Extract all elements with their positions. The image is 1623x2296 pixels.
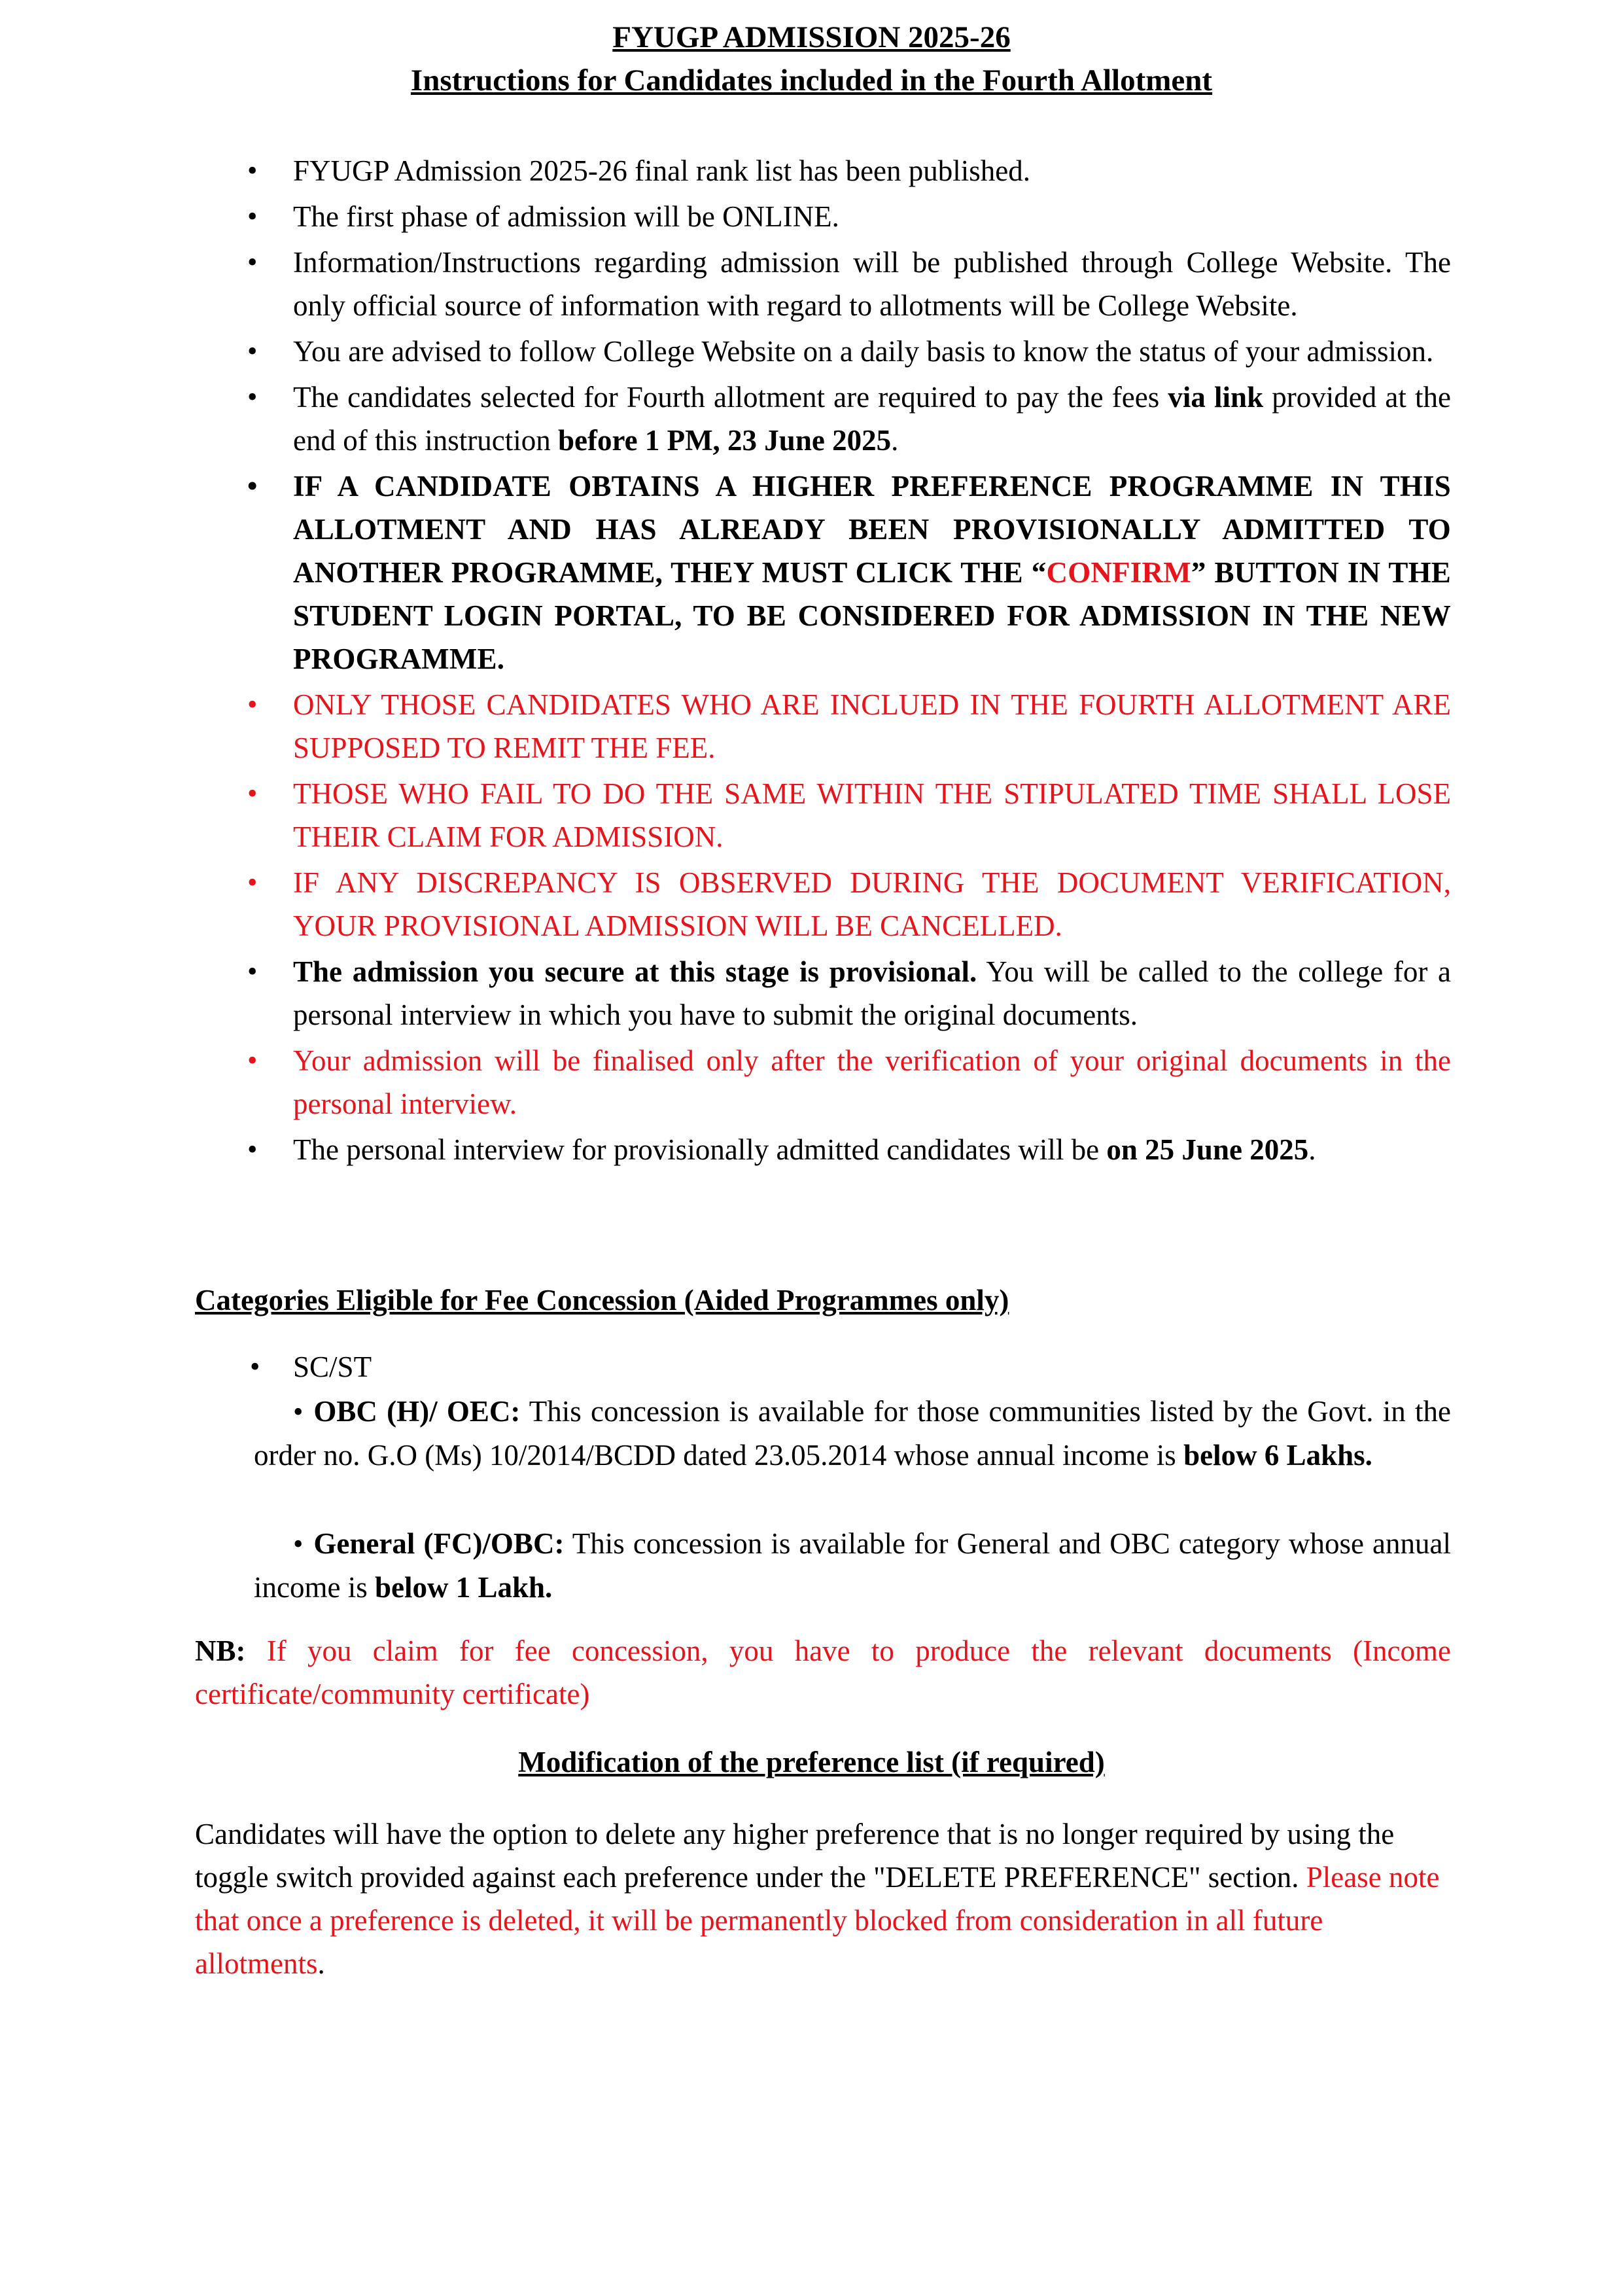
concession-heading: Categories Eligible for Fee Concession (Aided Programmes only)	[195, 1284, 1009, 1316]
modification-text: Candidates will have the option to delete any higher preference that is no longer required by using the toggle switch provided against each preference under the "DELETE PREFERENCE" section. Please note that once a preference is deleted, it will be permanently blocked from consideration in all future allotments.	[195, 1818, 1440, 1980]
instruction-item: • IF ANY DISCREPANCY IS OBSERVED DURING THE DOCUMENT VERIFICATION, YOUR PROVISIONAL ADMISSION WILL BE CANCELLED.	[293, 861, 1451, 947]
bullet-icon: •	[293, 1396, 304, 1428]
modification-heading: Modification of the preference list (if required)	[518, 1746, 1105, 1778]
instruction-item: • The admission you secure at this stage is provisional. You will be called to the college for a personal interview in which you have to submit the original documents.	[293, 950, 1451, 1036]
instruction-item: • You are advised to follow College Website on a daily basis to know the status of your admission.	[293, 330, 1451, 373]
instruction-item: • ONLY THOSE CANDIDATES WHO ARE INCLUED IN THE FOURTH ALLOTMENT ARE SUPPOSED TO REMIT THE FEE.	[293, 683, 1451, 769]
interview-date: on 25 June 2025	[1106, 1133, 1309, 1166]
concession-item-general-obc: • General (FC)/OBC: This concession is available for General and OBC category whose annual income is below 1 Lakh.	[254, 1527, 1451, 1604]
bullet-icon: •	[293, 1528, 304, 1560]
instruction-item: • The candidates selected for Fourth allotment are required to pay the fees via link provided at the end of this instruction before 1 PM, 23 June 2025.	[293, 376, 1451, 462]
fee-link-text: via link	[1168, 381, 1264, 414]
bullet-icon: •	[250, 1351, 260, 1383]
instruction-item: • The first phase of admission will be ONLINE.	[293, 195, 1451, 238]
document-title: FYUGP ADMISSION 2025-26	[612, 20, 1011, 54]
instruction-item: • FYUGP Admission 2025-26 final rank list has been published.	[293, 149, 1451, 192]
instruction-list	[293, 149, 1451, 1174]
instruction-item: • THOSE WHO FAIL TO DO THE SAME WITHIN THE STIPULATED TIME SHALL LOSE THEIR CLAIM FOR ADMISSION.	[293, 772, 1451, 858]
instruction-item: • The personal interview for provisionally admitted candidates will be on 25 June 2025.	[293, 1128, 1451, 1171]
nb-note: NB: If you claim for fee concession, you have to produce the relevant documents (Income certificate/community certificate)	[195, 1634, 1451, 1710]
instruction-item: • Your admission will be finalised only after the verification of your original documents in the personal interview.	[293, 1039, 1451, 1125]
concession-item-obc-oec: • OBC (H)/ OEC: This concession is available for those communities listed by the Govt. in the order no. G.O (Ms) 10/2014/BCDD dated 23.05.2014 whose annual income is below 6 Lakhs.	[254, 1395, 1451, 1472]
concession-item-scst: • SC/ST	[293, 1345, 1490, 1388]
fee-deadline: before 1 PM, 23 June 2025	[557, 424, 892, 457]
confirm-keyword: CONFIRM	[1046, 556, 1191, 589]
document-subtitle: Instructions for Candidates included in the Fourth Allotment	[410, 63, 1213, 97]
instruction-item: • Information/Instructions regarding admission will be published through College Website. The only official source of information with regard to allotments will be College Website.	[293, 241, 1451, 327]
instruction-item: • IF A CANDIDATE OBTAINS A HIGHER PREFERENCE PROGRAMME IN THIS ALLOTMENT AND HAS ALREADY BEEN PROVISIONALLY ADMITTED TO ANOTHER PROGRAMME, THEY MUST CLICK THE “CONFIRM” BUTTON IN THE STUDENT LOGIN PORTAL, TO BE CONSIDERED FOR ADMISSION IN THE NEW PROGRAMME.	[293, 465, 1451, 680]
